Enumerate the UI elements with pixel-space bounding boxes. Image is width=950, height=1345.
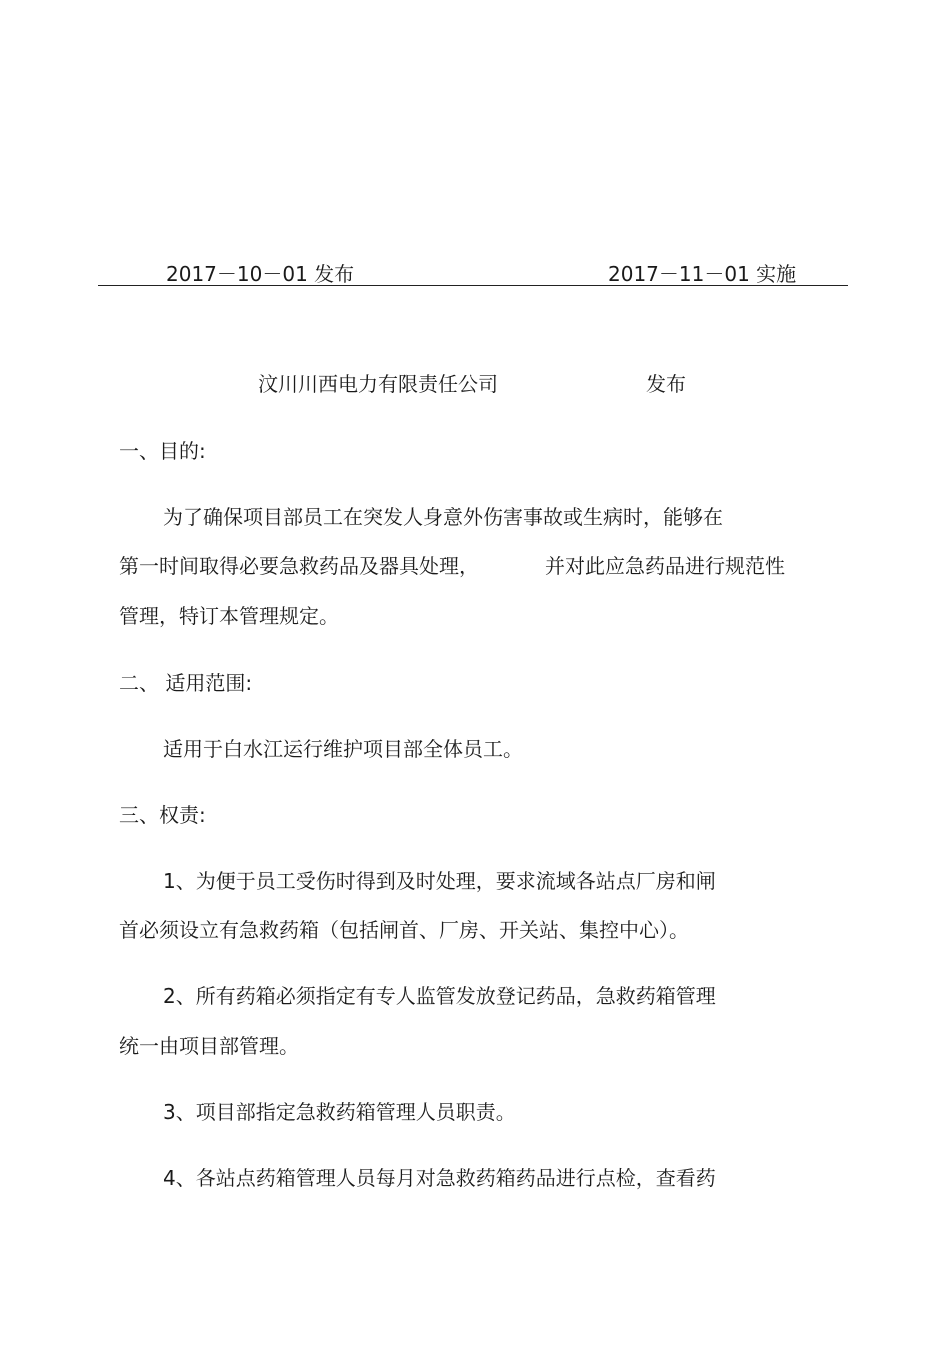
purpose-line-3: 管理，特订本管理规定。 (119, 604, 339, 628)
effective-date: 2017－11－01 实施 (608, 262, 797, 286)
publish-date: 2017－10－01 发布 (166, 262, 355, 286)
section-heading-responsibility: 三、权责: (119, 803, 206, 827)
purpose-line-1: 为了确保项目部员工在突发人身意外伤害事故或生病时，能够在 (163, 505, 723, 529)
responsibility-item-4-line-1: 4、各站点药箱管理人员每月对急救药箱药品进行点检，查看药 (163, 1166, 716, 1190)
responsibility-item-1-line-1: 1、为便于员工受伤时得到及时处理，要求流域各站点厂房和闸 (163, 869, 716, 893)
section-heading-scope: 二、 适用范围: (119, 671, 253, 695)
responsibility-item-2-line-1: 2、所有药箱必须指定有专人监管发放登记药品，急救药箱管理 (163, 984, 716, 1008)
scope-line-1: 适用于白水江运行维护项目部全体员工。 (163, 737, 523, 761)
issuer-action: 发布 (646, 372, 686, 396)
responsibility-item-2-line-2: 统一由项目部管理。 (119, 1034, 299, 1058)
section-heading-purpose: 一、目的: (119, 439, 206, 463)
purpose-line-2b: 并对此应急药品进行规范性 (545, 554, 785, 578)
responsibility-item-1-line-2: 首必须设立有急救药箱（包括闸首、厂房、开关站、集控中心）。 (119, 918, 689, 942)
issuer-company: 汶川川西电力有限责任公司 (258, 372, 498, 396)
purpose-line-2a: 第一时间取得必要急救药品及器具处理， (119, 554, 479, 578)
header-divider (98, 285, 848, 286)
responsibility-item-3-line-1: 3、项目部指定急救药箱管理人员职责。 (163, 1100, 516, 1124)
